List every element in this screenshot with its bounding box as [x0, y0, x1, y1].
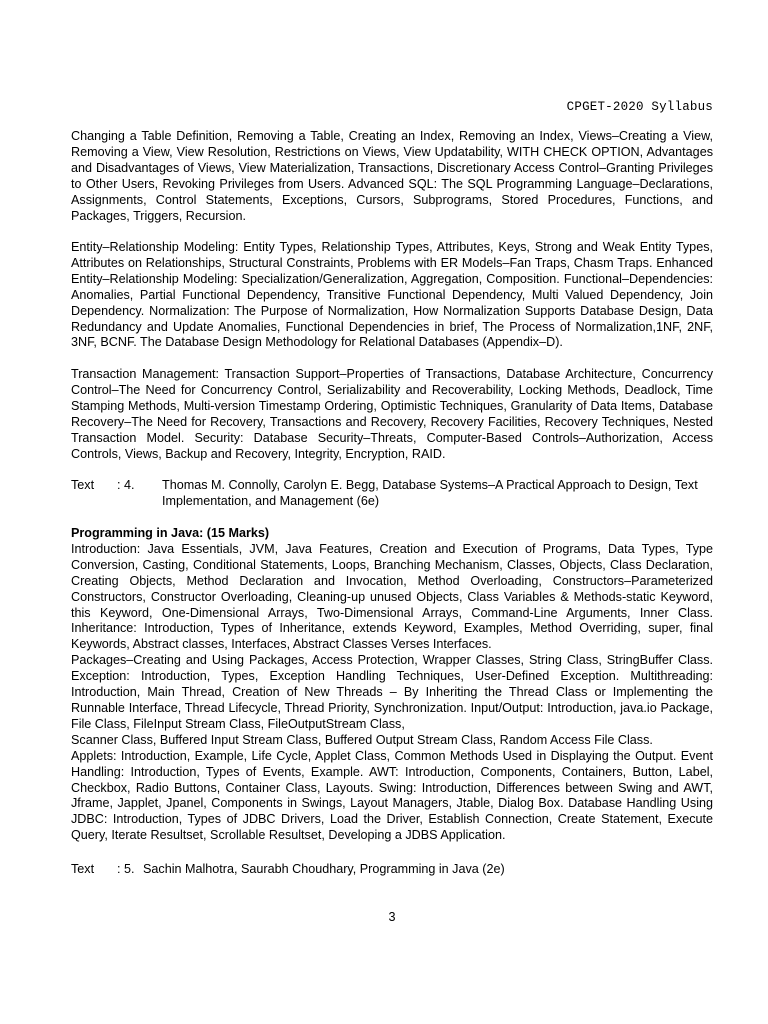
text-ref-body: Thomas M. Connolly, Carolyn E. Begg, Database Systems–A Practical Approach to Design, Text Implementation, and Management (6e) [162, 478, 698, 508]
page-number: 3 [388, 910, 396, 924]
java-packages-paragraph: Packages–Creating and Using Packages, Access Protection, Wrapper Classes, String Class, StringBuffer Class. Exception: Introduction, Types, Exception Handling Techniques, User-Defined Exception. Multithreading: Introduction, Main Thread, Creation of New Threads – By Inheriting the Thread Class or Implementing the Runnable Interface, Thread Lifecycle, Thread Priority, Synchronization. Input/Output: Introduction, java.io Package, File Class, FileInput Stream Class, FileOutputStream Class, [71, 653, 713, 731]
paragraph-er-modeling: Entity–Relationship Modeling: Entity Types, Relationship Types, Attributes, Keys, Strong and Weak Entity Types, Attributes on Relationships, Structural Constraints, Problems with ER Models–Fan Traps, Chasm Traps. Enhanced Entity–Relationship Modeling: Specialization/Generalization, Aggregation, Composition. Functional–Dependencies: Anomalies, Partial Functional Dependency, Transitive Functional Dependency, Multi Valued Dependency, Join Dependency. Normalization: The Purpose of Normalization, How Normalization Supports Database Design, Data Redundancy and Update Anomalies, Functional Dependencies in brief, The Process of Normalization,1NF, 2NF, 3NF, BCNF. The Database Design Methodology for Relational Databases (Appendix–D). [71, 240, 713, 350]
java-applets-paragraph: Applets: Introduction, Example, Life Cycle, Applet Class, Common Methods Used in Displaying the Output. Event Handling: Introduction, Types of Events, Example. AWT: Introduction, Components, Containers, Button, Label, Checkbox, Radio Buttons, Container Class, Layouts. Swing: Introduction, Differences between Swing and AWT, Jframe, Japplet, Jpanel, Components in Swings, Layout Managers, Jtable, Dialog Box. Database Handling Using JDBC: Introduction, Types of JDBC Drivers, Load the Driver, Establish Connection, Create Statement, Execute Query, Iterate Resultset, Scrollable Resultset, Developing a JDBS Application. [71, 748, 713, 843]
paragraph-sql-views: Changing a Table Definition, Removing a Table, Creating an Index, Removing an Index, Views–Creating a View, Removing a View, View Resolution, Restrictions on Views, View Updatability, WITH CHECK OPTION, Advantages and Disadvantages of Views, View Materialization, Transactions, Discretionary Access Control–Granting Privileges to Other Users, Revoking Privileges from Users. Advanced SQL: The SQL Programming Language–Declarations, Assignments, Control Statements, Exceptions, Cursors, Subprograms, Stored Procedures, Functions, and Packages, Triggers, Recursion. [71, 129, 713, 223]
paragraph-transaction-management: Transaction Management: Transaction Support–Properties of Transactions, Database Architecture, Concurrency Control–The Need for Concurrency Control, Serializability and Recoverability, Locking Methods, Deadlock, Time Stamping Methods, Multi-version Timestamp Ordering, Optimistic Techniques, Granularity of Data Items, Database Recovery–The Need for Recovery, Transactions and Recovery, Recovery Facilities, Recovery Techniques, Nested Transaction Model. Security: Database Security–Threats, Computer-Based Controls–Authorization, Access Controls, Views, Backup and Recovery, Integrity, Encryption, RAID. [71, 367, 713, 461]
section-title: Programming in Java: (15 Marks) [71, 526, 270, 540]
java-scanner-line: Scanner Class, Buffered Input Stream Class, Buffered Output Stream Class, Random Access File Class. [71, 732, 653, 747]
java-section [71, 526, 713, 844]
text-ref-label: Text [71, 478, 95, 492]
java-intro-paragraph: Introduction: Java Essentials, JVM, Java Features, Creation and Execution of Programs, Data Types, Type Conversion, Casting, Conditional Statements, Loops, Branching Mechanism, Classes, Objects, Class Declaration, Creating Objects, Method Declaration and Invocation, Method Overloading, Constructors–Parameterized Constructors, Constructor Overloading, Cleaning-up unused Objects, Class Variables & Methods-static Keyword, this Keyword, One-Dimensional Arrays, Two-Dimensional Arrays, Command-Line Arguments, Inner Class. Inheritance: Introduction, Types of Inheritance, extends Keyword, Examples, Method Overriding, super, final Keywords, Abstract classes, Interfaces, Abstract Classes Verses Interfaces. [71, 541, 713, 652]
text-ref-number: : 5. [117, 862, 135, 876]
text-ref-number: : 4. [117, 478, 135, 492]
text-ref-body: Sachin Malhotra, Saurabh Choudhary, Programming in Java (2e) [143, 862, 505, 876]
text-ref-label: Text [71, 862, 95, 876]
page-header: CPGET-2020 Syllabus [566, 100, 713, 114]
